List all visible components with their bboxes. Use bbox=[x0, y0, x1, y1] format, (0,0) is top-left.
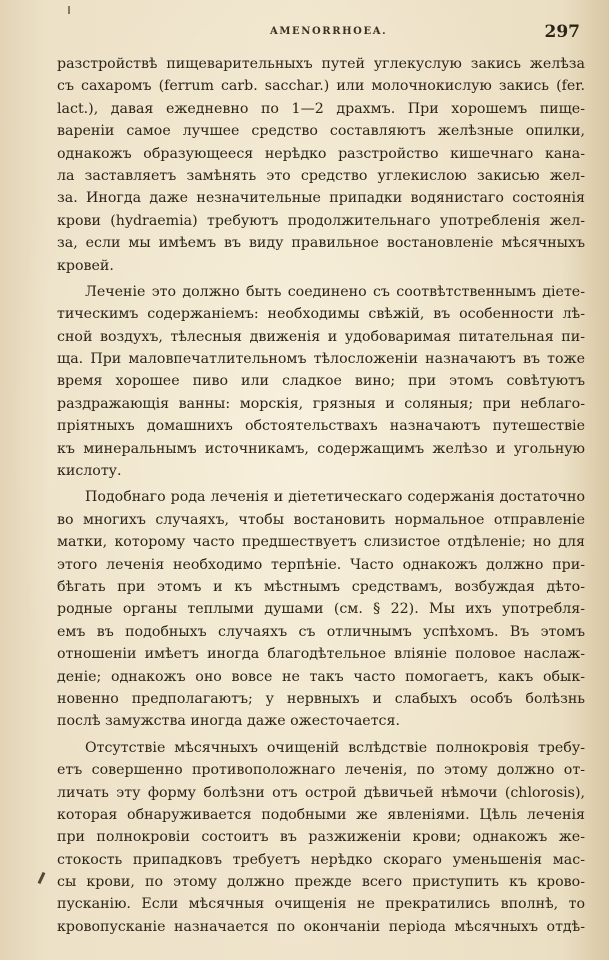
paragraph-4 bbox=[57, 737, 585, 939]
text-line: кровей. bbox=[57, 257, 114, 274]
text-line: етъ совершенно противоположнаго леченія, по этому должно от- bbox=[57, 762, 585, 779]
text-line: емъ въ подобныхъ случаяхъ съ отличнымъ успѣхомъ. Въ этомъ bbox=[57, 623, 585, 640]
text-line: стокость припадковъ требуетъ нерѣдко скораго уменьшенія мас- bbox=[57, 851, 585, 868]
page-header bbox=[60, 22, 584, 44]
text-line: пріятныхъ домашнихъ обстоятельствахъ назначаютъ путешествіе bbox=[57, 418, 585, 435]
text-line: послѣ замужства иногда даже ожесточается. bbox=[57, 713, 400, 730]
paragraph-3 bbox=[57, 486, 585, 732]
text-line: которая обнаруживается подобными же явленіями. Цѣль леченія bbox=[57, 806, 585, 823]
text-line: при полнокровіи состоитъ въ разжиженіи крови; однакожъ же- bbox=[57, 829, 585, 846]
text-line: родные органы теплыми душами (см. § 22). Мы ихъ употребля- bbox=[57, 601, 585, 618]
ink-mark bbox=[38, 872, 46, 884]
text-line: новенно предполагаютъ; у нервныхъ и слабыхъ особъ болѣзнь bbox=[57, 690, 585, 707]
text-line: къ минеральнымъ источникамъ, содержащимъ желѣзо и угольную bbox=[57, 440, 585, 457]
text-line: однакожъ образующееся нерѣдко разстройство кишечнаго кана- bbox=[57, 145, 585, 162]
text-line: кислоту. bbox=[57, 463, 122, 480]
text-line: отношеніи имѣетъ иногда благодѣтельное вліяніе половое наслаж- bbox=[57, 646, 585, 663]
text-line: время хорошее пиво или сладкое вино; при этомъ совѣтуютъ bbox=[57, 373, 585, 390]
text-line: пусканію. Если мѣсячныя очищенія не прекратились вполнѣ, то bbox=[57, 896, 585, 913]
text-line: Леченіе это должно быть соединено съ соотвѣтственнымъ діете- bbox=[85, 283, 585, 300]
ink-speck bbox=[68, 6, 70, 14]
text-line: ща. При маловпечатлительномъ тѣлосложеніи назначаютъ въ тоже bbox=[57, 351, 585, 368]
text-line: деніе; однакожъ оно вовсе не такъ часто помогаетъ, какъ обык- bbox=[57, 668, 585, 685]
text-line: матки, которому часто предшествуетъ слизистое отдѣленіе; но для bbox=[57, 534, 585, 551]
paragraph-1 bbox=[57, 53, 585, 277]
text-line: сной воздухъ, тѣлесныя движенія и удобоваримая питательная пи- bbox=[57, 328, 585, 345]
running-head: AMENORRHOEA. bbox=[270, 26, 388, 37]
paragraph-2 bbox=[57, 281, 585, 483]
text-line: крови (hydraemia) требуютъ продолжительнаго употребленія жел- bbox=[57, 212, 585, 229]
text-line: личать эту форму болѣзни отъ острой дѣвичьей нѣмочи (chlorosis), bbox=[57, 784, 585, 801]
text-line: вареніи самое лучшее средство составляютъ желѣзные опилки, bbox=[57, 123, 585, 140]
text-line: кровопусканіе назначается по окончаніи періода мѣсячныхъ отдѣ- bbox=[57, 918, 585, 935]
text-line: этого леченія необходимо терпѣніе. Часто однакожъ должно при- bbox=[57, 556, 585, 573]
text-line: во многихъ случаяхъ, чтобы востановить нормальное отправленіе bbox=[57, 511, 585, 528]
text-line: lact.), давая ежедневно по 1—2 драхмъ. При хорошемъ пище- bbox=[57, 100, 585, 117]
text-line: Отсутствіе мѣсячныхъ очищеній вслѣдствіе полнокровія требу- bbox=[85, 739, 585, 756]
text-line: сы крови, по этому должно прежде всего приступить къ крово- bbox=[57, 874, 585, 891]
text-line: раздражающія ванны: морскія, грязныя и соляныя; при неблаго- bbox=[57, 395, 585, 412]
text-line: Подобнаго рода леченія и діететическаго содержанія достаточно bbox=[85, 489, 585, 506]
text-line: ла заставляетъ замѣнять это средство углекислою закисью жел- bbox=[57, 167, 585, 184]
body-text bbox=[57, 53, 585, 938]
text-line: за. Иногда даже незначительные припадки водянистаго состоянія bbox=[57, 190, 585, 207]
text-line: съ сахаромъ (ferrum carb. sacchar.) или молочнокислую закись (fer. bbox=[57, 78, 585, 95]
text-line: за, если мы имѣемъ въ виду правильное востановленіе мѣсячныхъ bbox=[57, 235, 585, 252]
page-number: 297 bbox=[544, 22, 580, 42]
text-line: бѣгать при этомъ и къ мѣстнымъ средствамъ, возбуждая дѣто- bbox=[57, 578, 585, 595]
text-line: разстройствѣ пищеварительныхъ путей углекуслую закись желѣза bbox=[57, 56, 585, 72]
text-line: тическимъ содержаніемъ: необходимы свѣжій, въ особенности лѣ- bbox=[57, 306, 585, 323]
